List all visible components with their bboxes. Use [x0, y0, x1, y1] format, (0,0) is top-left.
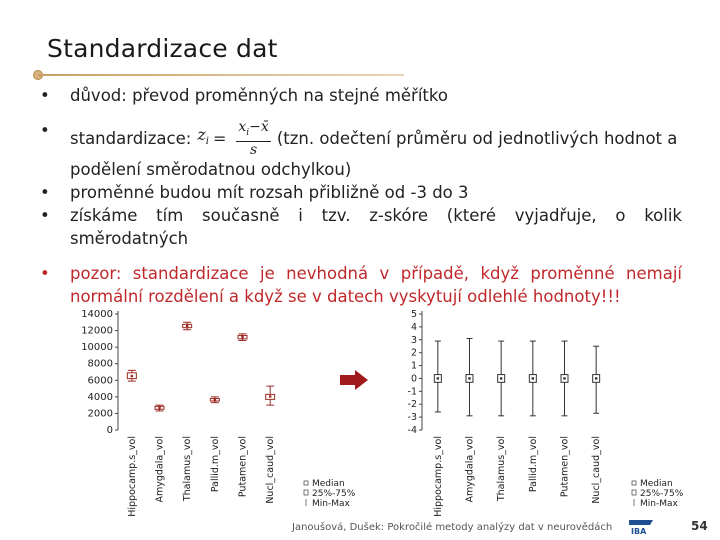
bullet-standardization-line1: [70, 119, 682, 158]
legend-range-label: Min-Max: [640, 499, 678, 509]
x-category-label: Thalamus_vol: [496, 436, 508, 502]
y-tick-label: -4: [407, 425, 417, 436]
x-category-label: Pallid.m_vol: [527, 436, 539, 493]
standardized-boxplot-chart: [396, 308, 706, 522]
median-marker: [563, 377, 565, 379]
legend-quartile-label: 25%-75%: [312, 489, 356, 499]
formula-numerator: $x_i-x̄$: [236, 119, 270, 142]
iba-logo-text: IBA: [631, 527, 647, 536]
y-tick-label: 12000: [81, 325, 113, 337]
arrow-shape: [340, 370, 368, 390]
bullet-standardization: [36, 119, 682, 181]
warning-line1: • pozor: standardizace je nevhodná v případě, když proměnné nemají: [36, 262, 682, 285]
bullet-range: [36, 181, 682, 204]
bullet-standardization-line2: podělení směrodatnou odchylkou): [70, 159, 352, 179]
legend-range-label: Min-Max: [312, 499, 350, 509]
warning-line2: normální rozdělení a když se v datech vyskytují odlehlé hodnoty!!!: [70, 287, 621, 306]
legend-median-swatch: [632, 481, 636, 485]
median-marker: [269, 395, 271, 397]
y-tick-label: 2000: [87, 408, 113, 420]
y-tick-label: 5: [410, 309, 417, 320]
median-marker: [158, 407, 160, 409]
median-marker: [214, 399, 216, 401]
median-marker: [500, 377, 502, 379]
median-marker: [131, 375, 133, 377]
y-tick-label: -2: [407, 399, 417, 411]
bullet-standardization-suffix: (tzn. odečtení průměru od jednotlivých hodnot a: [276, 128, 678, 148]
arrow-right-icon: [340, 370, 370, 390]
x-category-label: Thalamus_vol: [182, 436, 194, 502]
x-category-label: Putamen_vol: [559, 436, 571, 498]
x-category-label: Hippocamp.s_vol: [126, 436, 138, 517]
x-category-label: Putamen_vol: [237, 436, 249, 498]
bullet-reason: [36, 84, 682, 107]
legend-median-label: Median: [640, 479, 673, 489]
formula-lhs: $z_i$: [197, 125, 209, 148]
slide-title: Standardizace dat: [47, 34, 278, 63]
title-rule: [38, 74, 404, 76]
bullet-zscore: [36, 204, 682, 250]
median-marker: [186, 325, 188, 327]
y-tick-label: 6000: [87, 375, 113, 387]
legend-median-label: Median: [312, 479, 345, 489]
z-score-formula: [197, 119, 270, 158]
page-number: 54: [691, 519, 708, 533]
formula-fraction: [236, 119, 270, 158]
bullet-reason-text: důvod: převod proměnných na stejné měřítko: [70, 86, 448, 105]
y-tick-label: -3: [407, 412, 417, 424]
warning-bullet: [36, 262, 682, 308]
bullet-range-text: proměnné budou mít rozsah přibližně od -3 do 3: [70, 182, 469, 202]
y-tick-label: 3: [410, 334, 417, 346]
formula-denominator: s: [250, 141, 258, 158]
median-marker: [468, 377, 470, 379]
legend-quartile-swatch: [632, 490, 636, 495]
legend-median-swatch: [304, 481, 308, 485]
x-category-label: Hippocamp.s_vol: [432, 436, 444, 517]
median-marker: [532, 377, 534, 379]
legend-quartile-label: 25%-75%: [640, 489, 684, 499]
y-tick-label: 8000: [87, 358, 113, 370]
y-tick-label: -1: [407, 386, 417, 398]
y-tick-label: 10000: [81, 342, 113, 354]
bullet-zscore-text: získáme tím současně i tzv. z-skóre (které vyjadřuje, o kolik směrodatných: [70, 205, 682, 248]
median-marker: [241, 336, 243, 338]
median-marker: [595, 377, 597, 379]
x-category-label: Nucl_caud_vol: [591, 436, 603, 504]
y-tick-label: 1: [410, 360, 417, 372]
y-tick-label: 4000: [87, 391, 113, 403]
footer-text: Janoušová, Dušek: Pokročilé metody analýzy dat v neurovědách: [292, 522, 613, 533]
x-category-label: Pallid.m_vol: [209, 436, 221, 493]
x-category-label: Amygdala_vol: [154, 436, 166, 503]
iba-logo-icon: [627, 518, 655, 536]
x-category-label: Amygdala_vol: [464, 436, 476, 503]
formula-equals: =: [212, 128, 227, 148]
legend-quartile-swatch: [304, 490, 308, 495]
y-tick-label: 0: [106, 425, 113, 436]
iba-logo: [627, 518, 655, 536]
y-tick-label: 2: [410, 347, 417, 359]
bullet-standardization-prefix: • standardizace:: [70, 128, 192, 148]
bullet-list: [36, 84, 682, 250]
y-tick-label: 0: [410, 373, 417, 385]
x-category-label: Nucl_caud_vol: [265, 436, 277, 504]
median-marker: [437, 377, 439, 379]
y-tick-label: 4: [410, 321, 417, 333]
raw-boxplot-chart: [81, 308, 356, 522]
y-tick-label: 14000: [81, 309, 113, 320]
